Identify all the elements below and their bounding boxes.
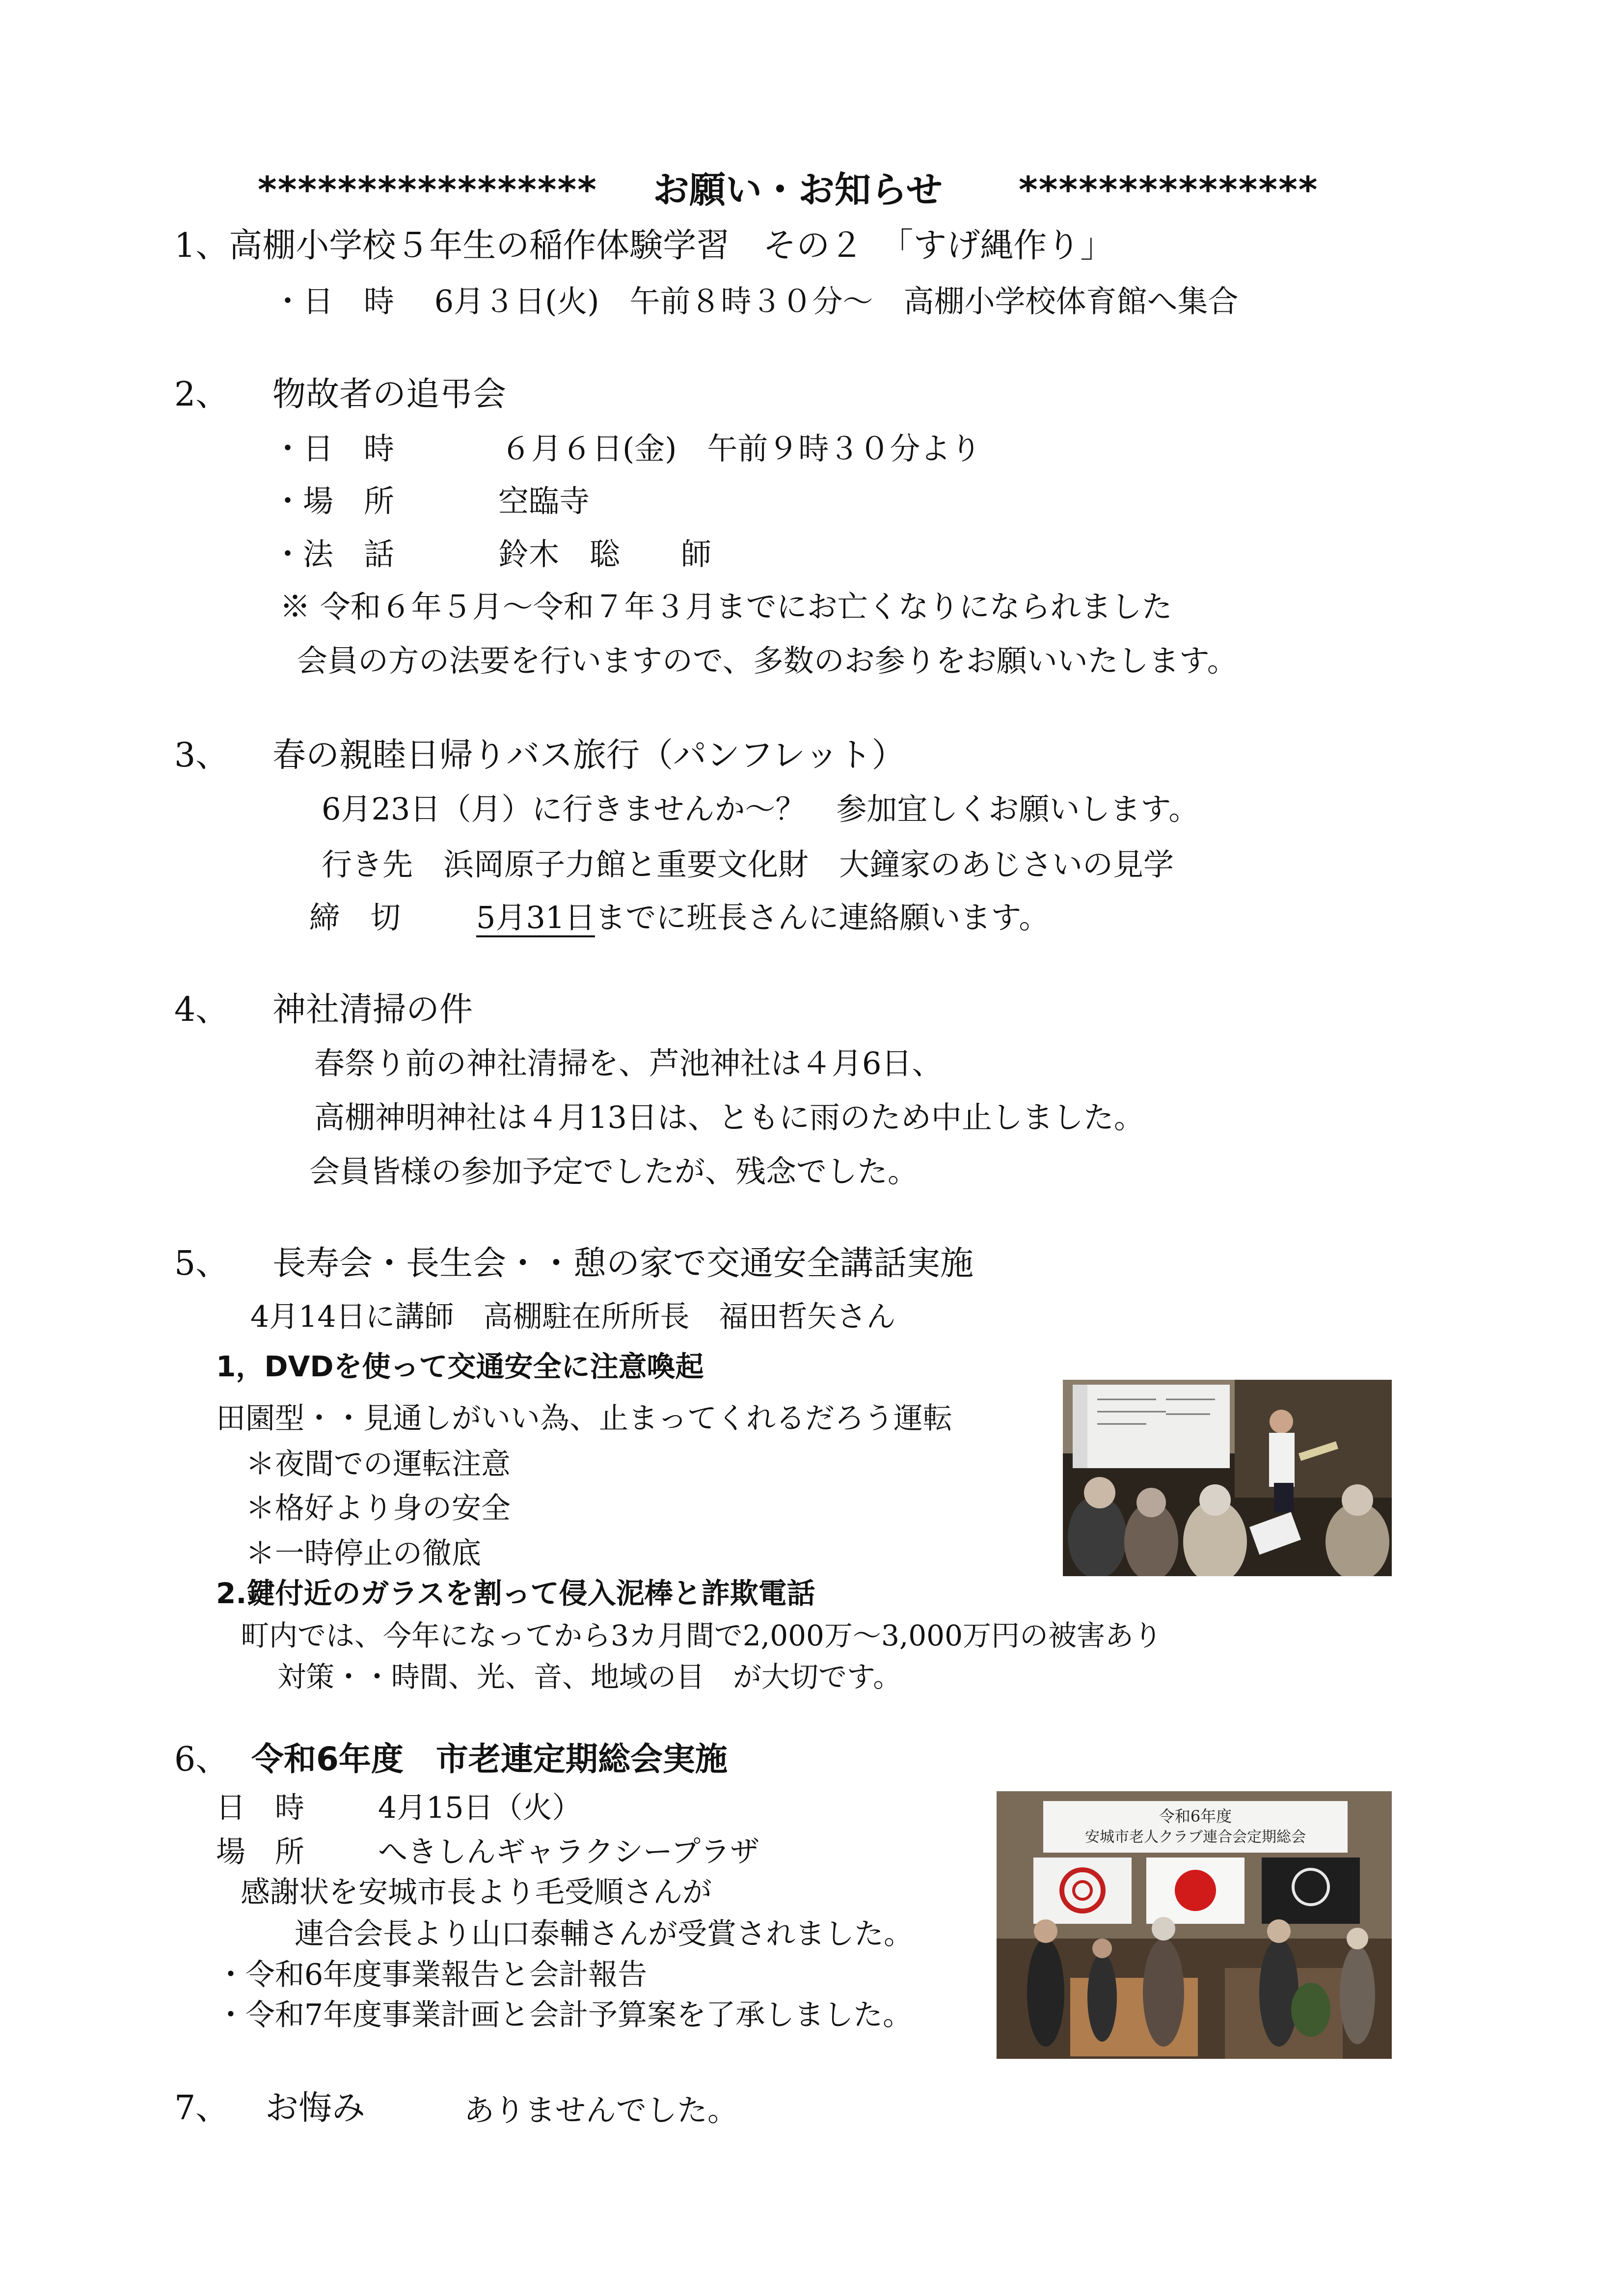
section5-sub2: 2.鍵付近のガラスを割って侵入泥棒と詐欺電話 (216, 1577, 815, 1610)
section5-lecturer: 4月14日に講師 高棚駐在所所長 福田哲矢さん (250, 1300, 896, 1334)
header-stars-left: ***************** (258, 169, 597, 211)
header-stars-right: *************** (1019, 169, 1319, 211)
section6-title: 令和6年度 市老連定期総会実施 (251, 1740, 728, 1778)
section5-line4: 対策・・時間、光、音、地域の目 が大切です。 (277, 1660, 902, 1694)
section5-line2: 田園型・・見通しがいい為、止まってくれるだろう運転 (216, 1401, 952, 1436)
section2-talk-label: ・法 話 (272, 536, 395, 572)
section6-line3: ・令和6年度事業報告と会計報告 (216, 1958, 648, 1992)
section5-bullet2: ＊格好より身の安全 (245, 1491, 511, 1526)
section6-line2: 連合会長より山口泰輔さんが受賞されました。 (295, 1917, 913, 1951)
section1-date: ・日 時 6月３日(火) 午前８時３０分～ 高棚小学校体育館へ集合 (272, 283, 1239, 319)
section2-place-value: 空臨寺 (498, 483, 590, 519)
section6-line1: 感謝状を安城市長より毛受順さんが (241, 1875, 712, 1910)
section3-title: 春の親睦日帰りバス旅行（パンフレット） (272, 736, 905, 775)
banner-line2: 安城市老人クラブ連合会定期総会 (1085, 1829, 1306, 1846)
section2-date-value: ６月６日(金) 午前９時３０分より (501, 431, 981, 466)
section4-number: 4、 (174, 990, 229, 1029)
section4-line3: 会員皆様の参加予定でしたが、残念でした。 (309, 1153, 919, 1189)
section5-sub1: 1，DVDを使って交通安全に注意喚起 (216, 1350, 704, 1383)
section2-date-label: ・日 時 (272, 431, 395, 466)
section7-text: ありませんでした。 (464, 2092, 738, 2128)
section2-note-line2: 会員の方の法要を行いますので、多数のお参りをお願いいたします。 (297, 643, 1238, 679)
section6-date-label: 日 時 (216, 1791, 304, 1825)
section1-heading: 1、高棚小学校５年生の稲作体験学習 その２ 「すげ縄作り」 (174, 226, 1114, 265)
section2-note-line1: ※ 令和６年５月～令和７年３月までにお亡くなりになられました (280, 589, 1172, 625)
section5-bullet1: ＊夜間での運転注意 (245, 1447, 511, 1481)
section5-line3: 町内では、今年になってから3カ月間で2,000万～3,000万円の被害あり (241, 1619, 1162, 1652)
section4-title: 神社清掃の件 (272, 990, 473, 1029)
section5-bullet3: ＊一時停止の徹底 (245, 1536, 481, 1571)
section3-number: 3、 (174, 736, 229, 775)
meeting-photo (997, 1791, 1392, 2059)
section5-title: 長寿会・長生会・・憩の家で交通安全講話実施 (272, 1244, 974, 1283)
section2-talk-value: 鈴木 聡 師 (498, 536, 712, 572)
section6-place-value: へきしんギャラクシープラザ (378, 1835, 759, 1869)
section5-number: 5、 (174, 1244, 229, 1283)
section4-line2: 高棚神明神社は４月13日は、ともに雨のため中止しました。 (314, 1099, 1144, 1135)
section6-date-value: 4月15日（火） (378, 1791, 582, 1825)
section7-title: お悔み (265, 2089, 366, 2128)
page-title: お願い・お知らせ (653, 169, 943, 211)
section3-deadline-rest: までに班長さんに連絡願います。 (595, 900, 1050, 935)
section3-line1: 6月23日（月）に行きませんか～？ 参加宜しくお願いします。 (322, 791, 1199, 827)
section2-title: 物故者の追弔会 (272, 375, 507, 414)
section6-place-label: 場 所 (216, 1835, 304, 1869)
section4-line1: 春祭り前の神社清掃を、芦池神社は４月6日、 (314, 1045, 943, 1081)
section3-deadline-label: 締 切 (309, 900, 401, 935)
section2-place-label: ・場 所 (272, 483, 395, 519)
section3-deadline (476, 900, 1049, 935)
section6-number: 6、 (174, 1740, 229, 1779)
lecture-photo (1063, 1380, 1392, 1576)
banner-line1: 令和6年度 (1159, 1807, 1232, 1826)
section7-number: 7、 (174, 2089, 229, 2128)
section2-number: 2、 (174, 375, 229, 414)
section3-line2: 行き先 浜岡原子力館と重要文化財 大鐘家のあじさいの見学 (322, 847, 1174, 882)
section3-deadline-date: 5月31日 (476, 900, 595, 937)
section6-line4: ・令和7年度事業計画と会計予算案を了承しました。 (216, 1998, 913, 2032)
